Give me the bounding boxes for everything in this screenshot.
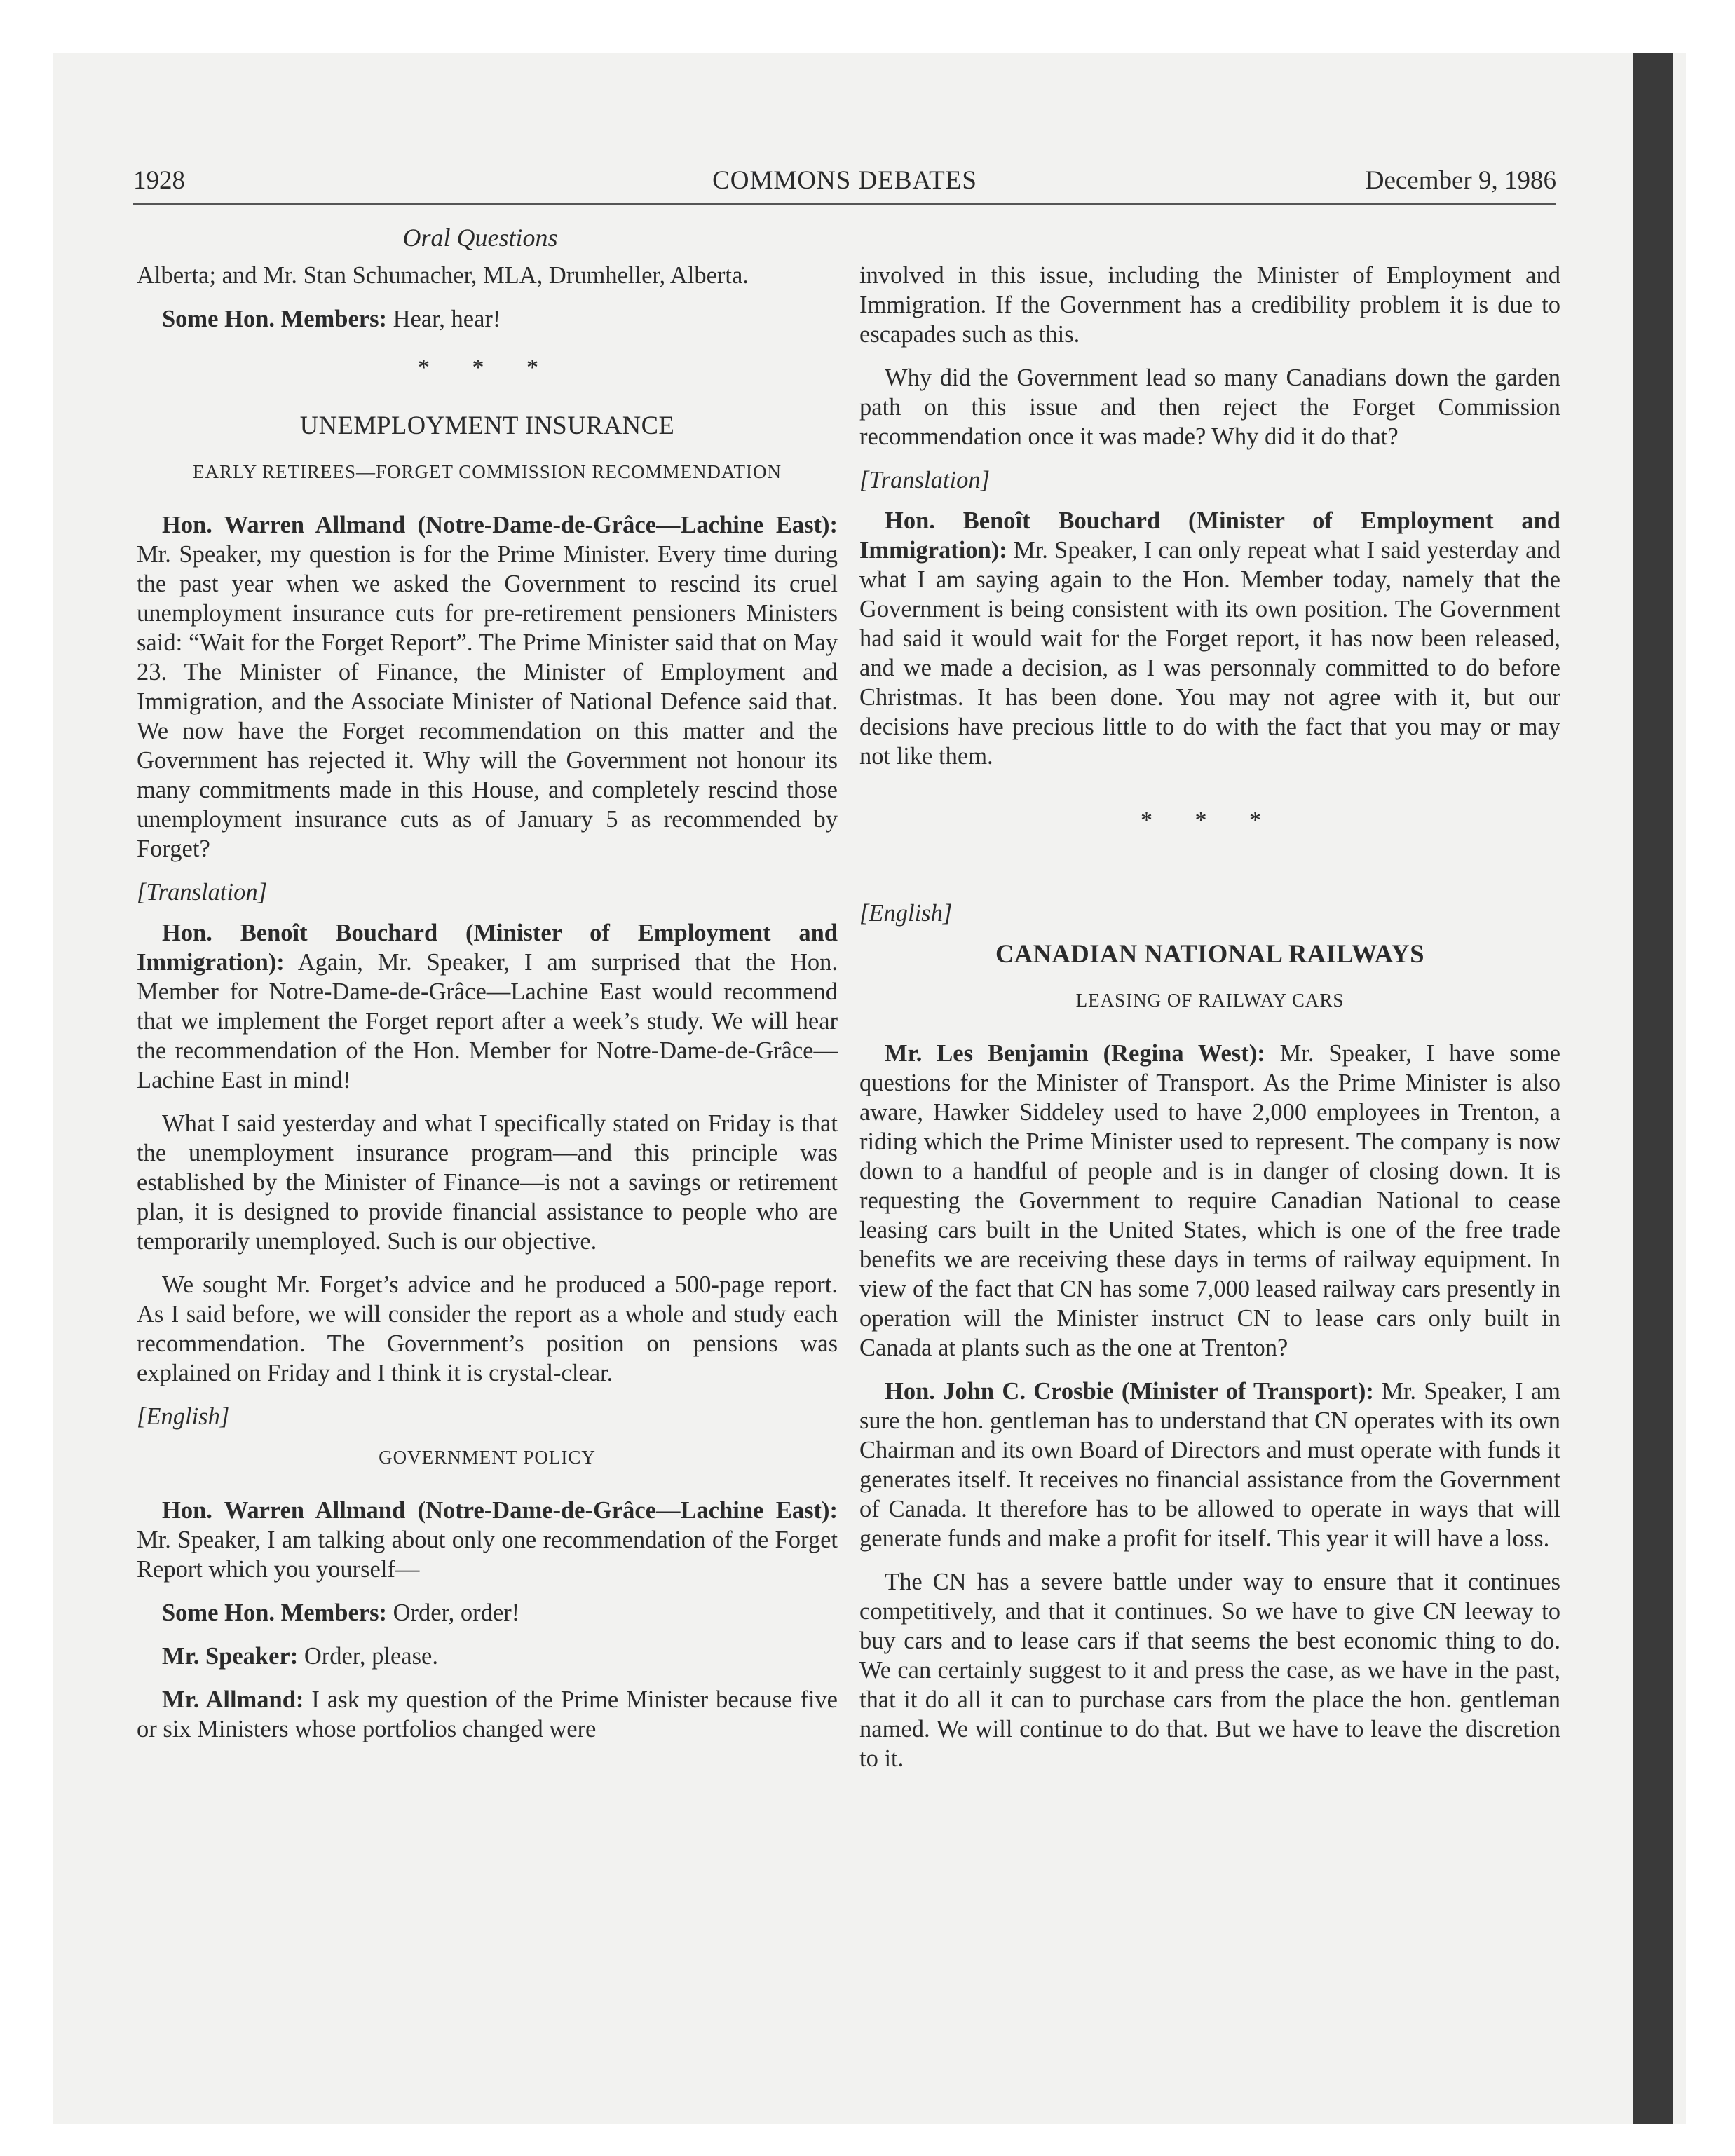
- language-tag: [Translation]: [137, 879, 267, 906]
- paragraph: We sought Mr. Forget’s advice and he produced a 500-page report. As I said before, we will consider the report as a whole and study each recommendation. The Government’s position on pensions was explained on Friday and I think it is crystal-clear.: [137, 1271, 838, 1386]
- language-tag: [English]: [859, 900, 953, 927]
- speech: Mr. Speaker, I am sure the hon. gentleman has to understand that CN operates with its own Chairman and its own Board of Directors and must operate with funds it generates itself. It receives no financial assistance from the Government of Canada. It therefore has to be allowed to operate in ways that will generate funds and make a profit for itself. This year it will have a loss.: [859, 1378, 1560, 1552]
- speaker: Hon. Warren Allmand (Notre-Dame-de-Grâce—Lachine East):: [162, 1497, 838, 1524]
- topic-heading: UNEMPLOYMENT INSURANCE: [299, 411, 675, 439]
- speaker: Hon. John C. Crosbie (Minister of Transport):: [885, 1378, 1374, 1405]
- speaker: Mr. Speaker:: [162, 1643, 299, 1670]
- speech: Mr. Speaker, I can only repeat what I said yesterday and what I am saying again to the Hon. Member today, namely that the Government is being consistent with its own position. The Government had said it would wait for the Forget report, it has now been released, and we made a decision, as I was personnaly committed to do before Christmas. It has been done. You may not agree with it, but our decisions have precious little to do with the fact that you may or may not like them.: [859, 537, 1560, 770]
- paragraph: [137, 510, 838, 864]
- speech: Again, Mr. Speaker, I am surprised that the Hon. Member for Notre-Dame-de-Grâce—Lachine East would recommend that we implement the Forget report after a week’s study. We will hear the recommendation of the Hon. Member for Notre-Dame-de-Grâce—Lachine East in mind!: [137, 949, 838, 1093]
- speaker: Hon. Benoît Bouchard (Minister of Employment and Immigration):: [137, 920, 838, 976]
- paragraph: Why did the Government lead so many Canadians down the garden path on this issue and then reject the Forget Commission recommendation once it was made? Why did it do that?: [859, 364, 1560, 450]
- header-rule: [133, 203, 1556, 205]
- topic-subheading: GOVERNMENT POLICY: [379, 1447, 596, 1468]
- topic-subheading: EARLY RETIREES—FORGET COMMISSION RECOMMENDATION: [192, 461, 782, 482]
- paragraph: Alberta; and Mr. Stan Schumacher, MLA, Drumheller, Alberta.: [137, 262, 749, 289]
- paragraph: involved in this issue, including the Minister of Employment and Immigration. If the Government has a credibility problem it is due to escapades such as this.: [859, 262, 1560, 348]
- publication-title: COMMONS DEBATES: [712, 166, 977, 195]
- paragraph: [137, 1642, 838, 1671]
- speech: Mr. Speaker, I am talking about only one recommendation of the Forget Report which you yourself—: [137, 1527, 838, 1583]
- speech: Order, order!: [386, 1599, 520, 1626]
- speaker: Hon. Benoît Bouchard (Minister of Employment and Immigration):: [859, 507, 1560, 564]
- speaker: Mr. Les Benjamin (Regina West):: [885, 1040, 1265, 1067]
- speech: Mr. Speaker, my question is for the Prime Minister. Every time during the past year when we asked the Government to rescind its cruel unemployment insurance cuts for pre-retirement pensioners Ministers said: “Wait for the Forget Report”. The Prime Minister said that on May 23. The Minister of Finance, the Minister of Employment and Immigration, and the Associate Minister of National Defence said that. We now have the Forget recommendation on this matter and the Government has rejected it. Why will the Government not honour its many commitments made in this House, and completely rescind those unemployment insurance cuts as of January 5 as recommended by Forget?: [137, 541, 838, 862]
- topic-subheading: LEASING OF RAILWAY CARS: [1075, 990, 1345, 1011]
- speech: Mr. Speaker, I have some questions for the Minister of Transport. As the Prime Minister is also aware, Hawker Siddeley used to have 2,000 employees in Trenton, a riding which the Prime Minister used to represent. The company is now down to a handful of people and is in danger of closing down. It is requesting the Government to require Canadian National to cease leasing cars built in the United States, which is one of the free trade benefits we are receiving these days in terms of railway equipment. In view of the fact that CN has some 7,000 leased railway cars presently in operation will the Minister instruct CN to lease cars only built in Canada at plants such as the one at Trenton?: [859, 1040, 1560, 1361]
- paragraph: [137, 1496, 838, 1584]
- speech: Hear, hear!: [386, 306, 501, 332]
- left-column: [137, 261, 838, 1758]
- section-divider: * * *: [1141, 807, 1279, 833]
- speaker: Some Hon. Members:: [162, 1599, 387, 1626]
- right-column: [859, 261, 1560, 1787]
- paragraph: [859, 1377, 1560, 1553]
- speech: I ask my question of the Prime Minister because five or six Ministers whose portfolios changed were: [137, 1686, 838, 1742]
- paragraph: What I said yesterday and what I specifically stated on Friday is that the unemployment insurance program—and this principle was established by the Minister of Finance—is not a savings or retirement plan, it is designed to provide financial assistance to people who are temporarily unemployed. Such is our objective.: [137, 1110, 838, 1255]
- paragraph: [137, 918, 838, 1095]
- speaker: Hon. Warren Allmand (Notre-Dame-de-Grâce—Lachine East):: [162, 512, 838, 538]
- running-header: [133, 165, 1556, 202]
- language-tag: [Translation]: [859, 467, 990, 493]
- section-tag: Oral Questions: [402, 224, 558, 252]
- paragraph: [859, 1039, 1560, 1363]
- paragraph: [137, 1685, 838, 1744]
- section-divider: * * *: [418, 355, 557, 381]
- speech: Order, please.: [298, 1643, 438, 1670]
- language-tag: [English]: [137, 1403, 230, 1430]
- page-number: 1928: [133, 166, 185, 195]
- paragraph: [137, 1598, 838, 1628]
- paragraph: The CN has a severe battle under way to ensure that it continues competitively, and that it continues. So we have to give CN leeway to buy cars and to lease cars if that seems the best economic thing to do. We can certainly suggest to it and press the case, as we have in the past, that it do all it can to purchase cars from the place the hon. gentleman named. We will continue to do that. But we have to leave the discretion to it.: [859, 1569, 1560, 1772]
- topic-heading: CANADIAN NATIONAL RAILWAYS: [995, 939, 1424, 968]
- paragraph: [137, 304, 838, 334]
- speaker: Some Hon. Members:: [162, 306, 387, 332]
- paragraph: [859, 506, 1560, 771]
- speaker: Mr. Allmand:: [162, 1686, 304, 1713]
- scan-edge-bar: [1633, 53, 1673, 2124]
- publication-date: December 9, 1986: [1365, 166, 1556, 195]
